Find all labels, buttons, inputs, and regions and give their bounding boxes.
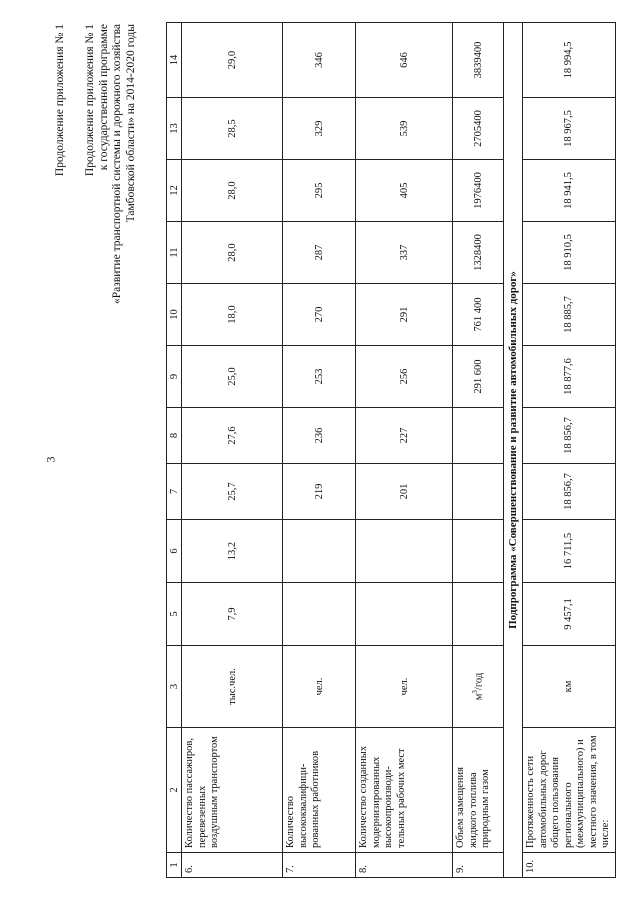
value-cell: 646 bbox=[356, 23, 453, 98]
unit-cell: км bbox=[523, 646, 616, 728]
col-header: 10 bbox=[167, 284, 182, 346]
value-cell bbox=[453, 464, 504, 520]
value-cell: 227 bbox=[356, 408, 453, 464]
table-row bbox=[453, 23, 504, 878]
value-cell bbox=[453, 583, 504, 646]
value-cell: 291 bbox=[356, 284, 453, 346]
col-header: 2 bbox=[167, 728, 182, 853]
value-cell: 18 856,7 bbox=[523, 464, 616, 520]
col-header: 9 bbox=[167, 346, 182, 408]
table-row bbox=[283, 23, 356, 878]
header-row bbox=[167, 23, 182, 878]
page-number: 3 bbox=[43, 456, 58, 463]
col-header: 1 bbox=[167, 853, 182, 878]
col-header: 7 bbox=[167, 464, 182, 520]
appendix-line: Тамбовской области» на 2014-2020 годы bbox=[124, 24, 137, 223]
value-cell: 291 600 bbox=[453, 346, 504, 408]
value-cell: 28,5 bbox=[182, 98, 283, 160]
col-header: 8 bbox=[167, 408, 182, 464]
indicator-name: Количество созданных модернизированных высокопроизводи-тельных рабочих мест bbox=[356, 728, 453, 853]
value-cell: 9 457,1 bbox=[523, 583, 616, 646]
value-cell: 29,0 bbox=[182, 23, 283, 98]
indicator-name: Количество пассажиров, перевезенных воздушным транспортом bbox=[182, 728, 283, 853]
value-cell: 219 bbox=[283, 464, 356, 520]
col-header: 3 bbox=[167, 646, 182, 728]
row-number: 8. bbox=[356, 853, 453, 878]
value-cell: 18 877,6 bbox=[523, 346, 616, 408]
unit-cell: тыс.чел. bbox=[182, 646, 283, 728]
value-cell: 13,2 bbox=[182, 520, 283, 583]
appendix-line: «Развитие транспортной системы и дорожного хозяйства bbox=[111, 24, 123, 304]
value-cell: 28,0 bbox=[182, 160, 283, 222]
value-cell: 253 bbox=[283, 346, 356, 408]
continuation-note: Продолжение приложения № 1 bbox=[54, 24, 66, 177]
row-number: 6. bbox=[182, 853, 283, 878]
col-header: 14 bbox=[167, 23, 182, 98]
unit-cell: чел. bbox=[283, 646, 356, 728]
col-header: 12 bbox=[167, 160, 182, 222]
unit-cell: чел. bbox=[356, 646, 453, 728]
row-number: 9. bbox=[453, 853, 504, 878]
table-row bbox=[523, 23, 616, 878]
value-cell bbox=[283, 583, 356, 646]
value-cell: 18 941,5 bbox=[523, 160, 616, 222]
value-cell: 25,0 bbox=[182, 346, 283, 408]
value-cell: 28,0 bbox=[182, 222, 283, 284]
value-cell: 236 bbox=[283, 408, 356, 464]
value-cell bbox=[356, 583, 453, 646]
indicator-name: Протяженность сети автомобильных дорог общего пользования регионального (межмуниципального) и местного значения, в том числе: bbox=[523, 728, 616, 853]
value-cell: 18 967,5 bbox=[523, 98, 616, 160]
table-row bbox=[356, 23, 453, 878]
value-cell bbox=[356, 520, 453, 583]
value-cell: 27,6 bbox=[182, 408, 283, 464]
value-cell: 295 bbox=[283, 160, 356, 222]
subprogram-title: Подпрограмма «Совершенствование и развитие автомобильных дорог» bbox=[504, 23, 523, 878]
value-cell: 3839400 bbox=[453, 23, 504, 98]
value-cell: 1976400 bbox=[453, 160, 504, 222]
col-header: 6 bbox=[167, 520, 182, 583]
value-cell: 539 bbox=[356, 98, 453, 160]
unit-cell bbox=[453, 646, 504, 728]
value-cell: 25,7 bbox=[182, 464, 283, 520]
value-cell bbox=[453, 408, 504, 464]
value-cell: 329 bbox=[283, 98, 356, 160]
appendix-header bbox=[84, 24, 138, 304]
appendix-line: Продолжение приложения № 1 bbox=[84, 24, 96, 177]
col-header: 5 bbox=[167, 583, 182, 646]
table-row bbox=[182, 23, 283, 878]
row-number: 10. bbox=[523, 853, 616, 878]
value-cell: 7,9 bbox=[182, 583, 283, 646]
value-cell: 287 bbox=[283, 222, 356, 284]
value-cell: 18 856,7 bbox=[523, 408, 616, 464]
indicator-name: Количество высококвалифици-рованных работников bbox=[283, 728, 356, 853]
value-cell: 18 994,5 bbox=[523, 23, 616, 98]
value-cell: 201 bbox=[356, 464, 453, 520]
col-header: 13 bbox=[167, 98, 182, 160]
value-cell: 1328400 bbox=[453, 222, 504, 284]
value-cell: 18 910,5 bbox=[523, 222, 616, 284]
appendix-line: к государственной программе bbox=[97, 24, 110, 171]
value-cell bbox=[453, 520, 504, 583]
value-cell: 405 bbox=[356, 160, 453, 222]
value-cell: 18 885,7 bbox=[523, 284, 616, 346]
indicators-table bbox=[166, 22, 616, 878]
value-cell: 346 bbox=[283, 23, 356, 98]
unit-superscript: 3 bbox=[471, 690, 480, 694]
value-cell: 337 bbox=[356, 222, 453, 284]
value-cell: 2705400 bbox=[453, 98, 504, 160]
row-number: 7. bbox=[283, 853, 356, 878]
indicator-name: Объем замещения жидкого топлива природным газом bbox=[453, 728, 504, 853]
value-cell: 16 711,5 bbox=[523, 520, 616, 583]
unit-base: м bbox=[473, 693, 485, 701]
unit-rest: /год bbox=[473, 672, 485, 691]
value-cell: 18,0 bbox=[182, 284, 283, 346]
value-cell: 270 bbox=[283, 284, 356, 346]
col-header: 11 bbox=[167, 222, 182, 284]
value-cell: 761 400 bbox=[453, 284, 504, 346]
value-cell: 256 bbox=[356, 346, 453, 408]
subprogram-row bbox=[504, 23, 523, 878]
value-cell bbox=[283, 520, 356, 583]
